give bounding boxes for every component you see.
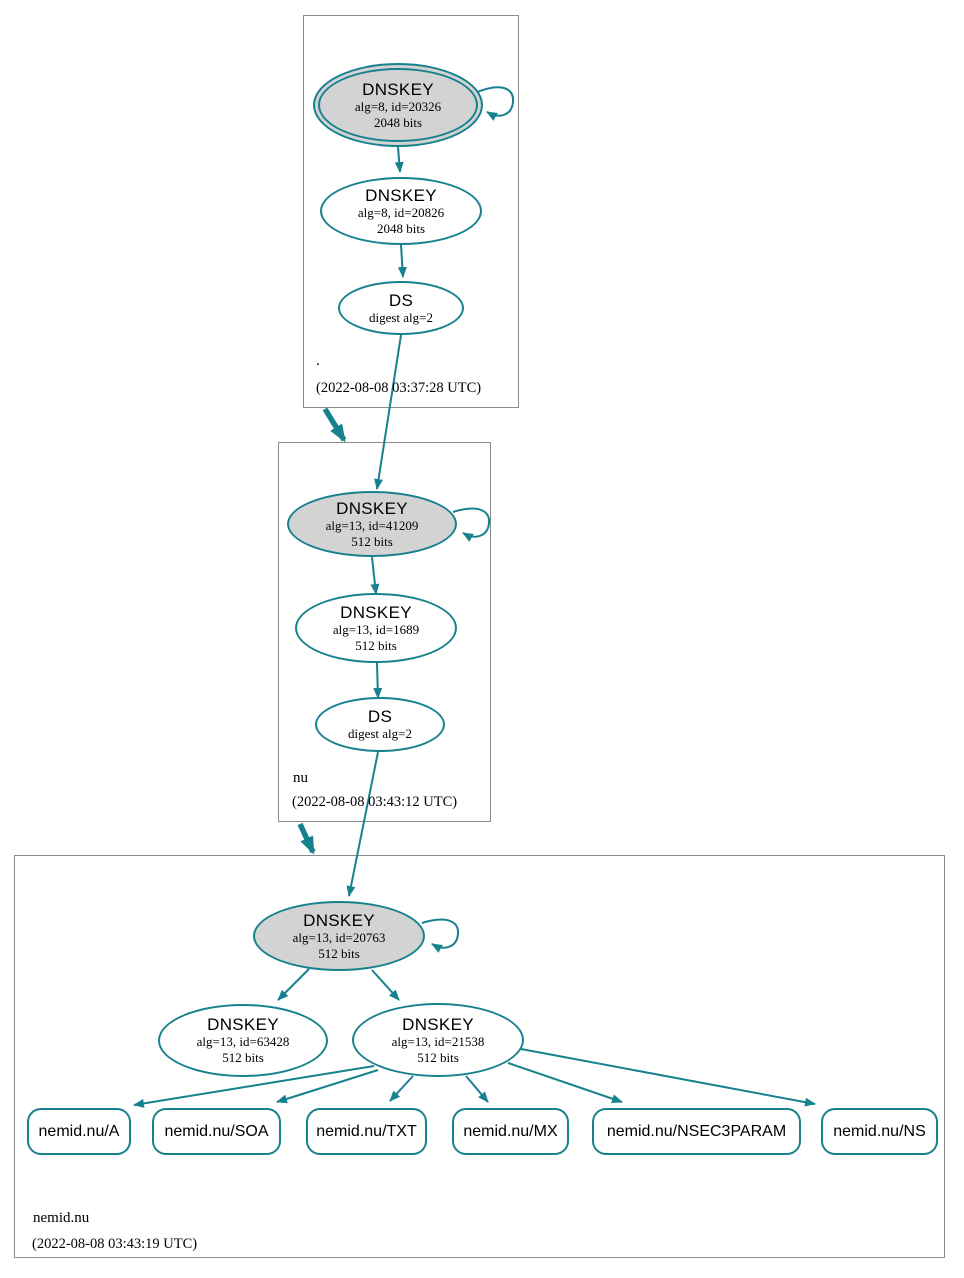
- zone-name-root: .: [316, 353, 320, 369]
- edge-delegation-root-to-nu: [325, 409, 344, 440]
- node-title: DS: [367, 707, 393, 727]
- zone-timestamp-nemid-nu: (2022-08-08 03:43:19 UTC): [32, 1236, 198, 1252]
- rrset-nemid-nu-txt[interactable]: [306, 1108, 427, 1155]
- node-bits: 512 bits: [318, 945, 360, 961]
- rrset-label: nemid.nu/MX: [463, 1122, 558, 1140]
- rrset-nemid-nu-ns[interactable]: [821, 1108, 938, 1155]
- node-ds-root[interactable]: [338, 281, 464, 335]
- rrset-nemid-nu-soa[interactable]: [152, 1108, 281, 1155]
- rrset-label: nemid.nu/A: [38, 1122, 120, 1140]
- node-dnskey-nemid-ksk-20763[interactable]: [253, 901, 425, 971]
- node-title: DNSKEY: [365, 185, 437, 205]
- zone-name-nu: nu: [293, 770, 308, 786]
- node-alg-id: alg=13, id=21538: [391, 1033, 485, 1049]
- node-title: DNSKEY: [207, 1015, 279, 1035]
- node-alg-id: alg=13, id=20763: [292, 929, 386, 945]
- node-bits: 2048 bits: [373, 114, 423, 130]
- node-alg-id: alg=13, id=1689: [332, 621, 420, 637]
- node-dnskey-nu-ksk-41209[interactable]: [287, 491, 457, 557]
- node-title: DNSKEY: [303, 910, 375, 930]
- node-bits: 512 bits: [355, 637, 397, 653]
- rrset-label: nemid.nu/NSEC3PARAM: [606, 1122, 787, 1140]
- node-dnskey-nemid-zsk-21538[interactable]: [352, 1003, 524, 1077]
- rrset-label: nemid.nu/SOA: [164, 1122, 269, 1140]
- zone-name-nemid-nu: nemid.nu: [33, 1210, 90, 1226]
- node-digest: digest alg=2: [368, 309, 434, 325]
- rrset-label: nemid.nu/NS: [833, 1122, 926, 1140]
- node-bits: 512 bits: [417, 1049, 459, 1065]
- node-alg-id: alg=13, id=41209: [325, 517, 419, 533]
- node-bits: 2048 bits: [376, 220, 426, 236]
- node-title: DNSKEY: [336, 498, 408, 518]
- node-title: DNSKEY: [402, 1014, 474, 1034]
- node-bits: 512 bits: [351, 533, 393, 549]
- rrset-nemid-nu-mx[interactable]: [452, 1108, 569, 1155]
- node-alg-id: alg=8, id=20826: [357, 204, 445, 220]
- node-digest: digest alg=2: [347, 726, 413, 742]
- node-title: DNSKEY: [340, 602, 412, 622]
- node-title: DNSKEY: [362, 79, 434, 99]
- rrset-nemid-nu-a[interactable]: [27, 1108, 131, 1155]
- node-dnskey-root-zsk-20826[interactable]: [320, 177, 482, 245]
- node-dnskey-root-ksk-20326[interactable]: [313, 63, 483, 147]
- node-title: DS: [388, 290, 414, 310]
- rrset-nemid-nu-nsec3param[interactable]: [592, 1108, 801, 1155]
- edge-delegation-nu-to-nemid: [300, 824, 313, 852]
- node-dnskey-nu-zsk-1689[interactable]: [295, 593, 457, 663]
- node-bits: 512 bits: [222, 1050, 264, 1066]
- node-alg-id: alg=13, id=63428: [196, 1034, 290, 1050]
- zone-timestamp-root: (2022-08-08 03:37:28 UTC): [316, 380, 482, 396]
- node-alg-id: alg=8, id=20326: [354, 98, 442, 114]
- node-ds-nu[interactable]: [315, 697, 445, 752]
- zone-timestamp-nu: (2022-08-08 03:43:12 UTC): [292, 794, 458, 810]
- rrset-label: nemid.nu/TXT: [316, 1122, 417, 1140]
- node-dnskey-nemid-63428[interactable]: [158, 1004, 328, 1077]
